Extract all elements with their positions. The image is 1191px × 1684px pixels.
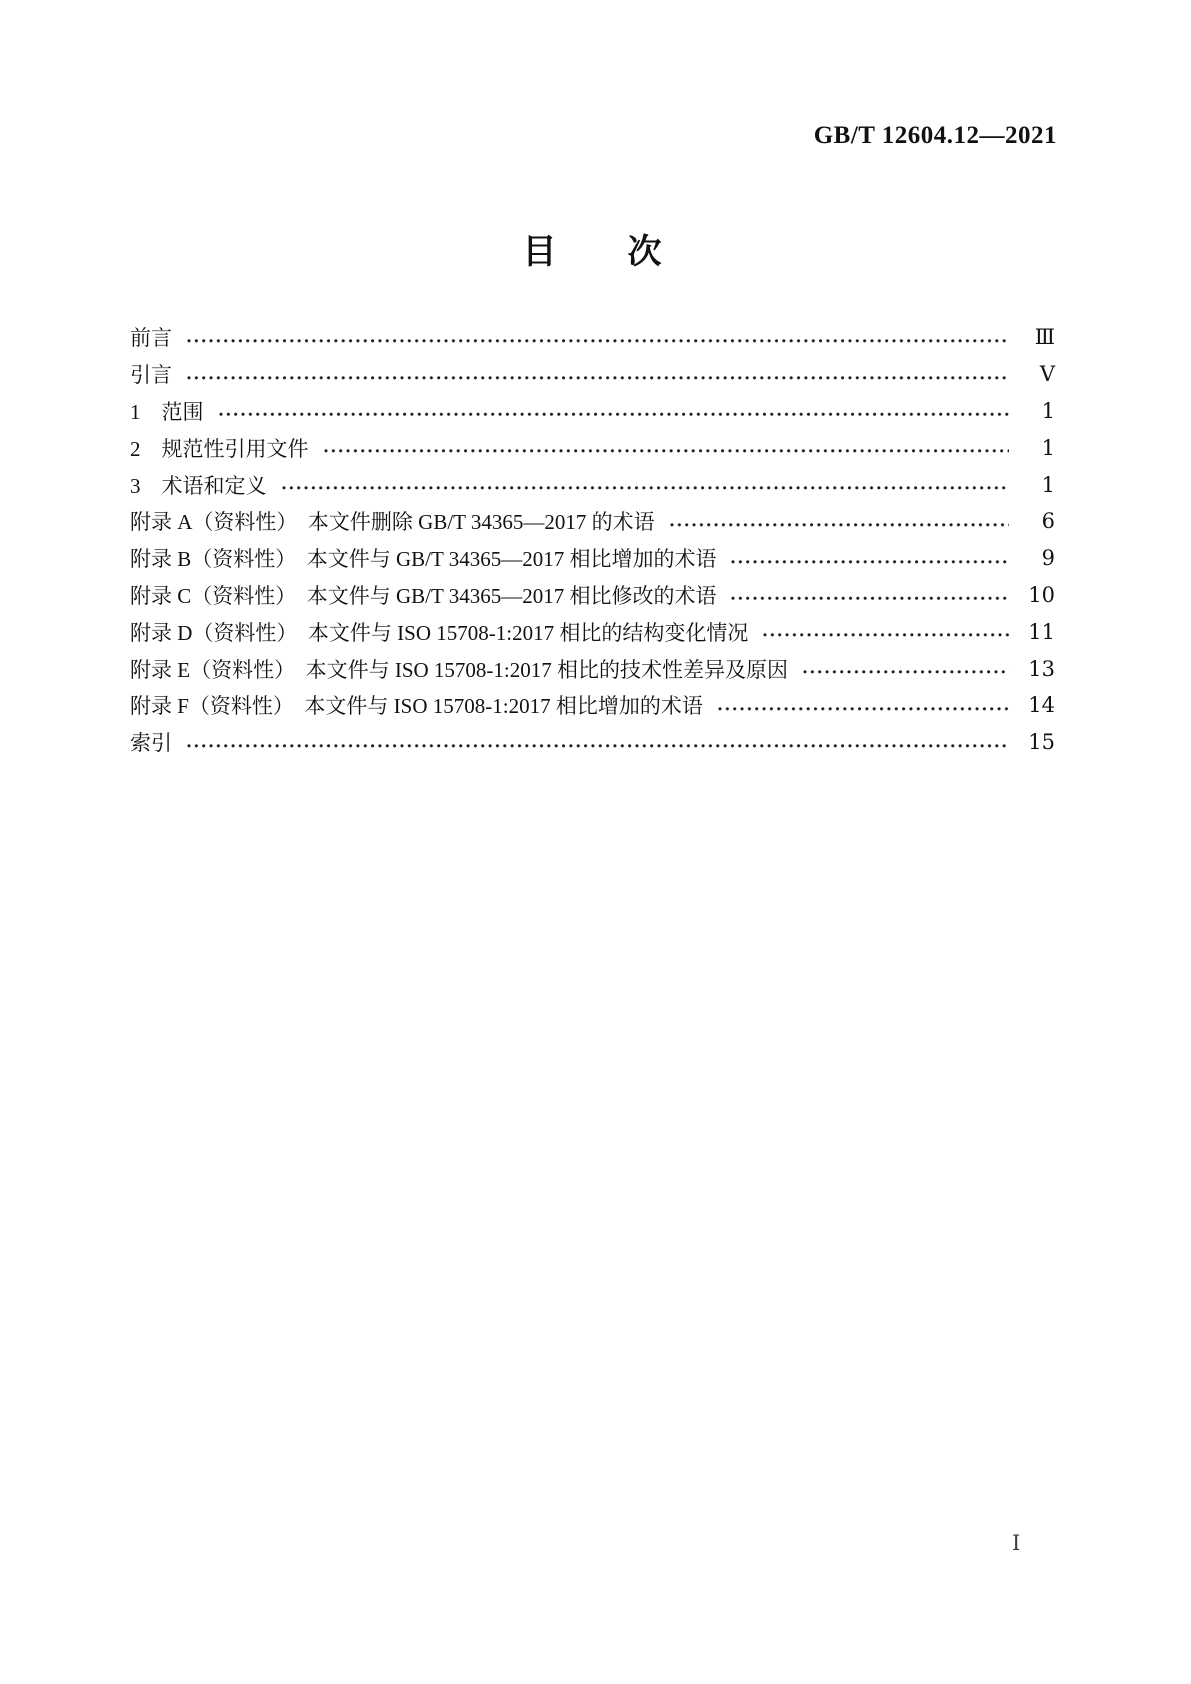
- footer-page-number: Ⅰ: [1012, 1531, 1021, 1555]
- toc-entry-row: [130, 650, 1055, 687]
- toc-entry-page: 14: [1028, 693, 1055, 718]
- dot-leader: [730, 577, 1009, 614]
- toc-entry-page: 13: [1028, 656, 1055, 681]
- dot-leader: [730, 540, 1009, 577]
- dot-leader: [323, 429, 1010, 466]
- toc-entry-label: 附录 A（资料性） 本文件删除 GB/T 34365—2017 的术语: [130, 510, 655, 535]
- toc-entry-label: 2 规范性引用文件: [130, 436, 309, 461]
- toc-entry-row: [130, 724, 1055, 761]
- toc-entry-row: [130, 319, 1055, 356]
- standard-number-header: GB/T 12604.12—2021: [813, 122, 1057, 149]
- toc-entry-page: Ⅴ: [1039, 362, 1055, 387]
- toc-entry-row: [130, 466, 1055, 503]
- toc-entry-label: 附录 D（资料性） 本文件与 ISO 15708-1:2017 相比的结构变化情况: [130, 620, 749, 645]
- toc-entry-label: 附录 C（资料性） 本文件与 GB/T 34365—2017 相比修改的术语: [130, 583, 717, 608]
- toc-entry-page: 1: [1041, 472, 1055, 497]
- dot-leader: [218, 393, 1010, 430]
- dot-leader: [802, 650, 1009, 687]
- toc-entry-label: 索引: [130, 731, 172, 756]
- toc-entry-label: 1 范围: [130, 399, 204, 424]
- toc-entry-row: [130, 540, 1055, 577]
- toc-entry-page: 6: [1041, 509, 1055, 534]
- toc-entry-row: [130, 429, 1055, 466]
- toc-entry-label: 附录 B（资料性） 本文件与 GB/T 34365—2017 相比增加的术语: [130, 547, 717, 572]
- dot-leader: [186, 319, 1009, 356]
- toc-entry-page: Ⅲ: [1034, 325, 1055, 350]
- dot-leader: [669, 503, 1009, 540]
- dot-leader: [186, 356, 1009, 393]
- toc-entry-label: 引言: [130, 363, 172, 388]
- toc-entry-page: 9: [1041, 546, 1055, 571]
- toc-entry-row: [130, 393, 1055, 430]
- toc-entry-row: [130, 356, 1055, 393]
- toc-entry-label: 前言: [130, 326, 172, 351]
- dot-leader: [762, 613, 1009, 650]
- toc-entry-label: 3 术语和定义: [130, 473, 267, 498]
- toc-entry-row: [130, 613, 1055, 650]
- toc-entry-page: 1: [1041, 435, 1055, 460]
- dot-leader: [281, 466, 1010, 503]
- toc-entry-page: 15: [1028, 730, 1055, 755]
- toc-entry-row: [130, 577, 1055, 614]
- toc-entry-label: 附录 F（资料性） 本文件与 ISO 15708-1:2017 相比增加的术语: [130, 694, 703, 719]
- toc-entry-row: [130, 503, 1055, 540]
- toc-list: [130, 319, 1055, 761]
- toc-entry-label: 附录 E（资料性） 本文件与 ISO 15708-1:2017 相比的技术性差异及原因: [130, 657, 788, 682]
- dot-leader: [186, 724, 1009, 761]
- toc-entry-page: 1: [1041, 398, 1055, 423]
- toc-entry-page: 10: [1028, 582, 1055, 607]
- toc-entry-page: 11: [1028, 619, 1055, 644]
- page-title: 目 次: [522, 233, 663, 271]
- dot-leader: [717, 687, 1009, 724]
- toc-entry-row: [130, 687, 1055, 724]
